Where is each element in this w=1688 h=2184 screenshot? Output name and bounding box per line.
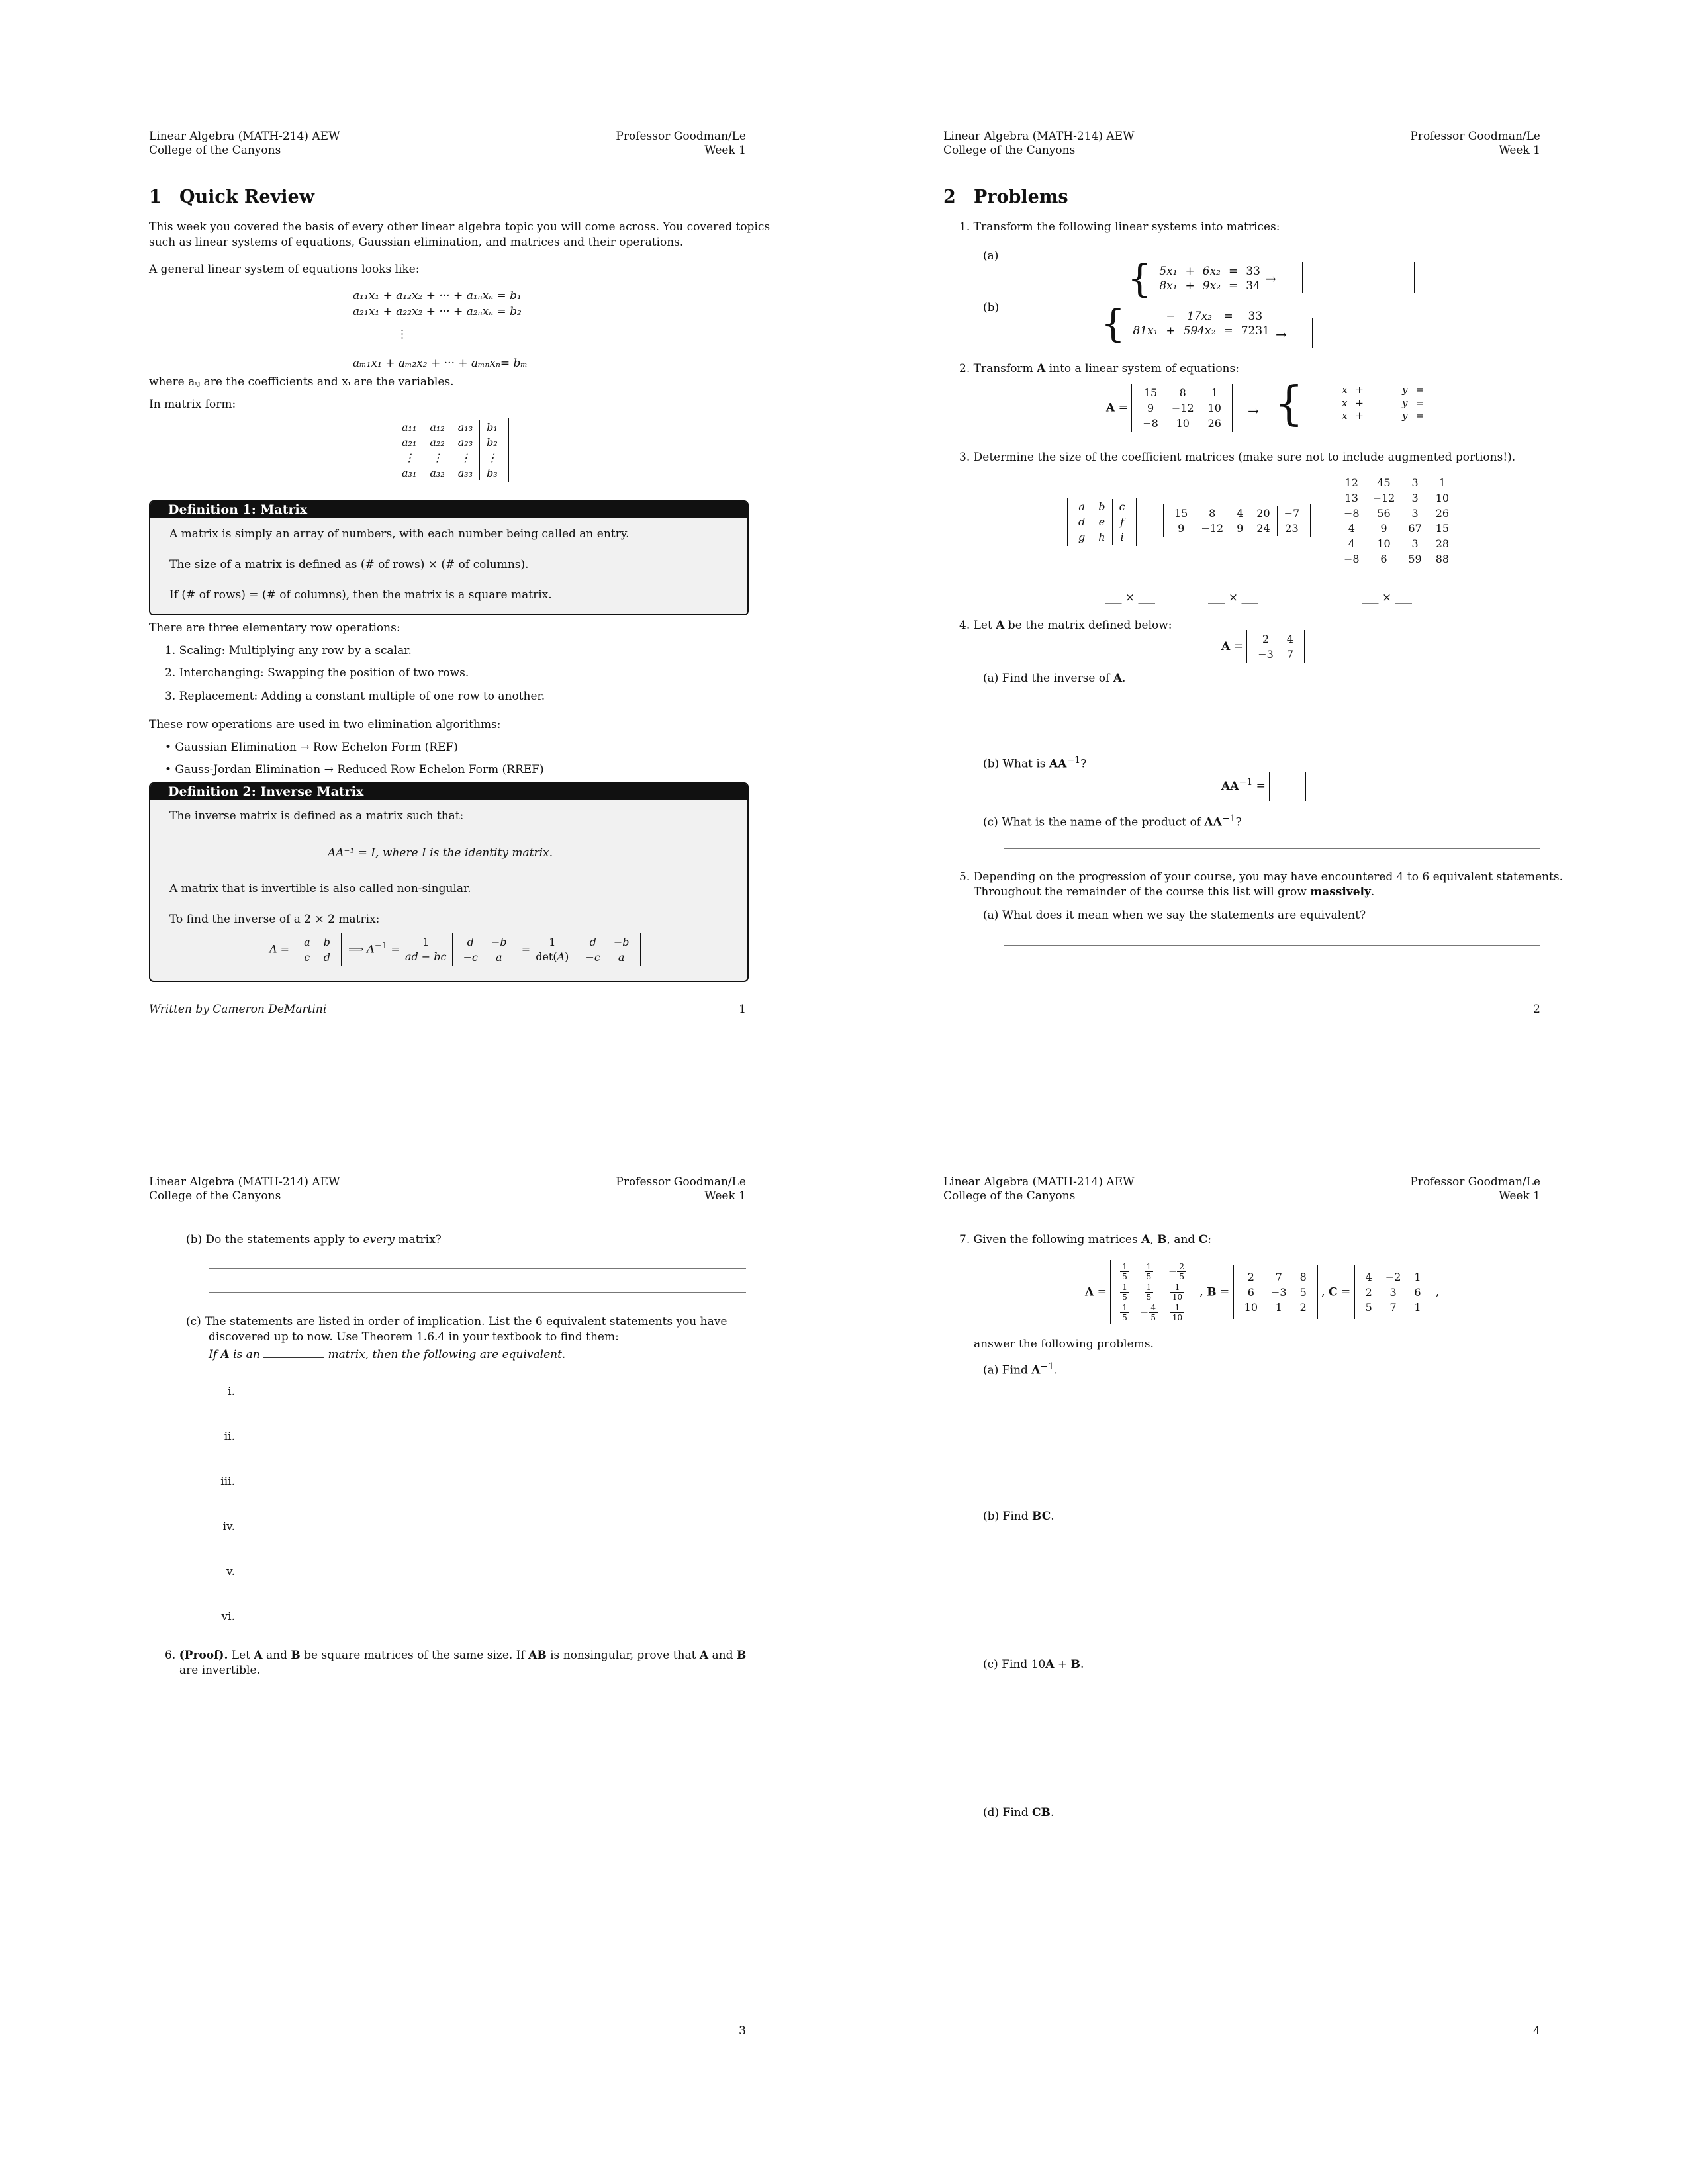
matrix-entry: a	[1078, 500, 1085, 513]
matrix-entry: 88	[1429, 551, 1456, 567]
matrix-entry: 1	[1201, 385, 1228, 400]
matrix-entry: 7	[1286, 648, 1294, 660]
matrix-set: A = $\frac{1}{5}$ $\frac{1}{5}$ − $\frac{2}{5}$ $\frac{1}{5}$ $\frac{1}{5}$ $\frac{1}{10}$ $\frac{1}{5}$ − $\frac{4}{5}$ $\frac{1}{10}$ , B = 2 7 8 6 −3 5 10 1 2 , C = 4 −2 1 2 3 6 5 7 1 ,	[1085, 1260, 1439, 1324]
matrix-entry: −7	[1277, 506, 1306, 521]
matrix-entry: 6	[1414, 1286, 1421, 1298]
definition-title: Definition 1: Matrix	[150, 502, 747, 518]
answer-line[interactable]	[209, 1268, 746, 1269]
matrix-entry: −8	[1344, 553, 1360, 565]
sub-question: discovered up to now. Use Theorem 1.6.4 in your textbook to find them:	[209, 1330, 619, 1343]
week-label: Week 1	[1499, 1189, 1540, 1203]
matrix-entry: −2	[1385, 1271, 1401, 1283]
matrix-entry: 56	[1377, 507, 1391, 520]
definition-text: The size of a matrix is defined as (# of rows) × (# of columns).	[169, 558, 529, 571]
matrix-entry: b₁	[480, 420, 504, 435]
sub-question: If A is an matrix, then the following are equivalent.	[209, 1348, 566, 1361]
question: 7. Given the following matrices A, B, and C:	[959, 1233, 1211, 1246]
question: Throughout the remainder of the course this list will grow massively.	[974, 886, 1375, 899]
answer-matrix-blank[interactable]	[1269, 772, 1306, 801]
matrix-entry: ⋮	[404, 451, 415, 464]
matrix-entry: 2	[1247, 1271, 1254, 1283]
size-blank[interactable]: ___ × ___	[1208, 591, 1259, 604]
paragraph: These row operations are used in two elimination algorithms:	[149, 718, 501, 731]
matrix-entry: −12	[1171, 402, 1194, 414]
matrix-entry: 67	[1408, 522, 1422, 535]
matrix-entry: 4	[1348, 537, 1355, 550]
matrix-entry: 9	[1147, 402, 1154, 414]
matrix-entry: ⋮	[459, 451, 471, 464]
matrix-entry: 3	[1411, 537, 1419, 550]
matrix-entry: 10	[1377, 537, 1391, 550]
page-header	[149, 130, 746, 159]
matrix-entry: b₃	[480, 465, 504, 480]
answer-line[interactable]	[209, 1292, 746, 1293]
college-name: College of the Canyons	[943, 1189, 1076, 1203]
week-label: Week 1	[704, 144, 746, 157]
answer-line[interactable]	[1004, 848, 1540, 849]
sub-question: (d) Find CB.	[983, 1806, 1055, 1819]
page-1	[149, 130, 771, 1030]
page-number: 1	[739, 1003, 746, 1016]
matrix-entry: 59	[1408, 553, 1422, 565]
matrix-a: A = 15 8 1 9 −12 10 −8 10 26	[1106, 384, 1233, 432]
list-item: • Gauss-Jordan Elimination → Reduced Row Echelon Form (RREF)	[165, 763, 544, 776]
matrix-entry: 3	[1411, 492, 1419, 504]
matrix-entry: i	[1112, 529, 1131, 545]
matrix-entry: e	[1098, 516, 1105, 528]
definition-text: A matrix that is invertible is also called non-singular.	[169, 882, 471, 895]
matrix-entry: 8	[1299, 1271, 1307, 1283]
list-item: 3. Replacement: Adding a constant multiple of one row to another.	[165, 690, 545, 703]
definition-title: Definition 2: Inverse Matrix	[150, 784, 747, 800]
matrix-entry: 10	[1201, 400, 1228, 416]
college-name: College of the Canyons	[149, 144, 281, 157]
matrix-entry: 10	[1176, 417, 1190, 430]
matrix-entry: 4	[1286, 633, 1294, 645]
matrix-entry: 1	[1275, 1301, 1282, 1314]
list-numeral: iv.	[222, 1520, 235, 1533]
matrix-entry: 2	[1365, 1286, 1372, 1298]
definition-box	[149, 782, 749, 982]
matrix-entry: b₂	[480, 435, 504, 450]
linear-system: { − 17x₂ = 33 81x₁ + 594x₂ = 7231	[1101, 301, 1270, 346]
sub-question: (b) Do the statements apply to every matrix?	[186, 1233, 442, 1246]
matrix-entry: 23	[1277, 521, 1306, 536]
intro-text: such as linear systems of equations, Gaussian elimination, and matrices and their operations.	[149, 236, 684, 249]
matrix-entry: a₂₁	[402, 436, 417, 449]
matrix-entry: a₁₂	[430, 421, 445, 433]
week-label: Week 1	[704, 1189, 746, 1203]
answer-line[interactable]	[1004, 945, 1540, 946]
matrix-entry: 7	[1275, 1271, 1282, 1283]
matrix-entry: 2	[1262, 633, 1270, 645]
sub-question: (a) What does it mean when we say the statements are equivalent?	[983, 909, 1366, 922]
matrix-entry: 9	[1380, 522, 1387, 535]
matrix-entry: a₃₁	[402, 467, 417, 479]
professor-name: Professor Goodman/Le	[1410, 130, 1540, 143]
list-item: 2. Interchanging: Swapping the position of two rows.	[165, 666, 469, 680]
matrix-entry: 1	[1429, 475, 1456, 490]
professor-name: Professor Goodman/Le	[616, 130, 746, 143]
coefficient-matrix	[1067, 498, 1137, 546]
question: 6. (Proof). Let A and B be square matrices of the same size. If AB is nonsingular, prove that A and B	[165, 1649, 747, 1662]
list-item: • Gaussian Elimination → Row Echelon Form (REF)	[165, 741, 458, 754]
matrix-entry: 13	[1344, 492, 1358, 504]
matrix-entry: f	[1112, 514, 1131, 529]
matrix-entry: h	[1098, 531, 1105, 543]
page-2	[943, 130, 1564, 1030]
matrix-entry: 45	[1377, 477, 1391, 489]
question: are invertible.	[179, 1664, 260, 1677]
matrix-entry: 3	[1411, 507, 1419, 520]
sub-question: (b)	[983, 301, 1000, 314]
matrix-entry: 15	[1143, 387, 1158, 399]
matrix-entry: 5	[1365, 1301, 1372, 1314]
sub-question: (c) What is the name of the product of $AA^{-1}$?	[983, 813, 1242, 829]
matrix-entry: ⋮	[432, 451, 443, 464]
page-number: 3	[739, 2025, 746, 2038]
paragraph: In matrix form:	[149, 398, 236, 411]
matrix-entry: −12	[1201, 522, 1224, 535]
matrix-entry: 3	[1411, 477, 1419, 489]
question: 4. Let A be the matrix defined below:	[959, 619, 1172, 632]
arrow-icon: →	[1276, 326, 1287, 342]
matrix-entry: −12	[1372, 492, 1395, 504]
matrix-entry: b	[1098, 500, 1105, 513]
matrix-entry: g	[1078, 531, 1086, 543]
paragraph: There are three elementary row operations:	[149, 621, 400, 635]
size-blank[interactable]: ___ × ___	[1105, 591, 1156, 604]
matrix-entry: 12	[1344, 477, 1358, 489]
equation-line: a₁₁x₁ + a₁₂x₂ + ··· + a₁ₙxₙ = b₁	[353, 289, 522, 302]
answer-matrix-blank[interactable]	[1312, 318, 1432, 348]
matrix-entry: a₂₂	[430, 436, 445, 449]
definition-box	[149, 500, 749, 615]
arrow-icon: →	[1265, 271, 1276, 287]
equation-dots: ⋮	[397, 328, 408, 341]
matrix-entry: −3	[1271, 1286, 1287, 1298]
matrix-entry: 1	[1414, 1271, 1421, 1283]
intro-text: This week you covered the basis of every other linear algebra topic you will come across. You covered topics	[149, 220, 771, 234]
matrix-entry: 15	[1174, 507, 1188, 520]
sub-question: (b) What is $AA^{-1}$?	[983, 755, 1087, 771]
matrix-entry: 10	[1429, 490, 1456, 506]
matrix-entry: c	[1112, 499, 1131, 514]
footer-author: Written by Cameron DeMartini	[149, 1003, 327, 1016]
matrix-entry: 1	[1414, 1301, 1421, 1314]
matrix-entry: 6	[1380, 553, 1387, 565]
matrix-entry: 24	[1256, 522, 1270, 535]
matrix-entry: −8	[1344, 507, 1360, 520]
matrix-entry: a₁₁	[402, 421, 417, 433]
page-3	[149, 1175, 746, 2049]
answer-matrix-blank[interactable]	[1302, 262, 1415, 293]
page-header	[943, 1175, 1540, 1205]
section-heading: 1 Quick Review	[149, 187, 314, 207]
professor-name: Professor Goodman/Le	[1410, 1175, 1540, 1189]
list-numeral: i.	[228, 1385, 235, 1398]
coefficient-matrix	[1333, 474, 1460, 568]
matrix-entry: 5	[1299, 1286, 1307, 1298]
definition-equation: AA⁻¹ = I, where I is the identity matrix.	[328, 846, 553, 860]
coefficient-matrix	[1163, 504, 1311, 537]
list-numeral: ii.	[224, 1430, 235, 1443]
college-name: College of the Canyons	[943, 144, 1076, 157]
matrix-entry: a₃₃	[457, 467, 473, 479]
matrix-entry: 9	[1237, 522, 1244, 535]
question: 3. Determine the size of the coefficient matrices (make sure not to include augmented portions!).	[959, 451, 1516, 464]
matrix-entry: a₃₂	[430, 467, 445, 479]
sub-question: (a) Find $A^{-1}$.	[983, 1361, 1058, 1377]
sub-question: (a) Find the inverse of A.	[983, 672, 1126, 685]
page-number: 4	[1533, 2025, 1540, 2038]
course-title: Linear Algebra (MATH-214) AEW	[149, 1175, 340, 1189]
matrix-entry: −8	[1143, 417, 1158, 430]
list-item: 1. Scaling: Multiplying any row by a scalar.	[165, 644, 412, 657]
matrix-entry: 8	[1209, 507, 1216, 520]
matrix-entry: 15	[1429, 521, 1456, 536]
matrix-entry: 4	[1365, 1271, 1372, 1283]
course-title: Linear Algebra (MATH-214) AEW	[943, 1175, 1135, 1189]
course-title: Linear Algebra (MATH-214) AEW	[149, 130, 340, 143]
college-name: College of the Canyons	[149, 1189, 281, 1203]
linear-system: { 5x₁ + 6x₂ = 33 8x₁ + 9x₂ = 34	[1127, 256, 1260, 301]
matrix-entry: 28	[1429, 536, 1456, 551]
matrix-entry: d	[1078, 516, 1086, 528]
definition-text: To find the inverse of a 2 × 2 matrix:	[169, 913, 380, 926]
page-number: 2	[1533, 1003, 1540, 1016]
matrix-entry: 8	[1179, 387, 1186, 399]
sub-question: (c) Find 10A + B.	[983, 1658, 1084, 1671]
size-blank[interactable]: ___ × ___	[1362, 591, 1413, 604]
matrix-entry: 6	[1247, 1286, 1254, 1298]
definition-text: If (# of rows) = (# of columns), then the matrix is a square matrix.	[169, 588, 552, 602]
definition-text: The inverse matrix is defined as a matrix such that:	[169, 809, 464, 823]
section-heading: 2 Problems	[943, 187, 1068, 207]
augmented-matrix	[391, 418, 509, 482]
equation-line: a₂₁x₁ + a₂₂x₂ + ··· + a₂ₙxₙ = b₂	[353, 305, 522, 318]
paragraph: where aᵢⱼ are the coefficients and xᵢ are the variables.	[149, 375, 454, 388]
matrix-entry: a₂₃	[457, 436, 473, 449]
matrix-entry: 2	[1299, 1301, 1307, 1314]
page-header	[943, 130, 1540, 159]
matrix-entry: 26	[1201, 416, 1228, 431]
sub-question: (c) The statements are listed in order of implication. List the 6 equivalent statements you have	[186, 1315, 727, 1328]
inverse-formula: A = a b c d ⟹ $A^{-1}$ = $\frac{1}{ad - bc}$ d −b −c a = $\frac{1}{\det(A)}$ d −b −c a	[269, 933, 641, 966]
equation-line: aₘ₁x₁ + aₘ₂x₂ + ··· + aₘₙxₙ= bₘ	[353, 357, 528, 370]
matrix-entry: 4	[1237, 507, 1244, 520]
matrix-a: A = 2 4 −3 7	[1221, 630, 1305, 663]
page-4	[943, 1175, 1540, 2049]
matrix-entry: ⋮	[480, 450, 504, 465]
list-numeral: v.	[226, 1565, 235, 1578]
question: 1. Transform the following linear systems into matrices:	[959, 220, 1280, 234]
question: 5. Depending on the progression of your course, you may have encountered 4 to 6 equivalent statements.	[959, 870, 1564, 884]
matrix-entry: 9	[1178, 522, 1185, 535]
paragraph: A general linear system of equations looks like:	[149, 263, 420, 276]
course-title: Linear Algebra (MATH-214) AEW	[943, 130, 1135, 143]
professor-name: Professor Goodman/Le	[616, 1175, 746, 1189]
page-header	[149, 1175, 746, 1205]
sub-question: (a)	[983, 250, 999, 263]
sub-question: (b) Find BC.	[983, 1510, 1055, 1523]
matrix-entry: 3	[1389, 1286, 1397, 1298]
matrix-entry: −3	[1258, 648, 1274, 660]
question: 2. Transform A into a linear system of equations:	[959, 362, 1239, 375]
answer-expression: $AA^{-1}$ =	[1221, 772, 1306, 801]
matrix-entry: 26	[1429, 506, 1456, 521]
matrix-entry: 20	[1256, 507, 1270, 520]
arrow-icon: →	[1248, 403, 1259, 419]
linear-system-blank: { x + y = x + y = x + y =	[1274, 376, 1425, 431]
list-numeral: iii.	[220, 1475, 235, 1488]
matrix-entry: 4	[1348, 522, 1355, 535]
week-label: Week 1	[1499, 144, 1540, 157]
definition-text: A matrix is simply an array of numbers, with each number being called an entry.	[169, 527, 630, 541]
matrix-entry: 7	[1389, 1301, 1397, 1314]
paragraph: answer the following problems.	[974, 1338, 1154, 1351]
matrix-entry: a₁₃	[457, 421, 473, 433]
matrix-entry: 10	[1244, 1301, 1258, 1314]
list-numeral: vi.	[221, 1610, 235, 1623]
